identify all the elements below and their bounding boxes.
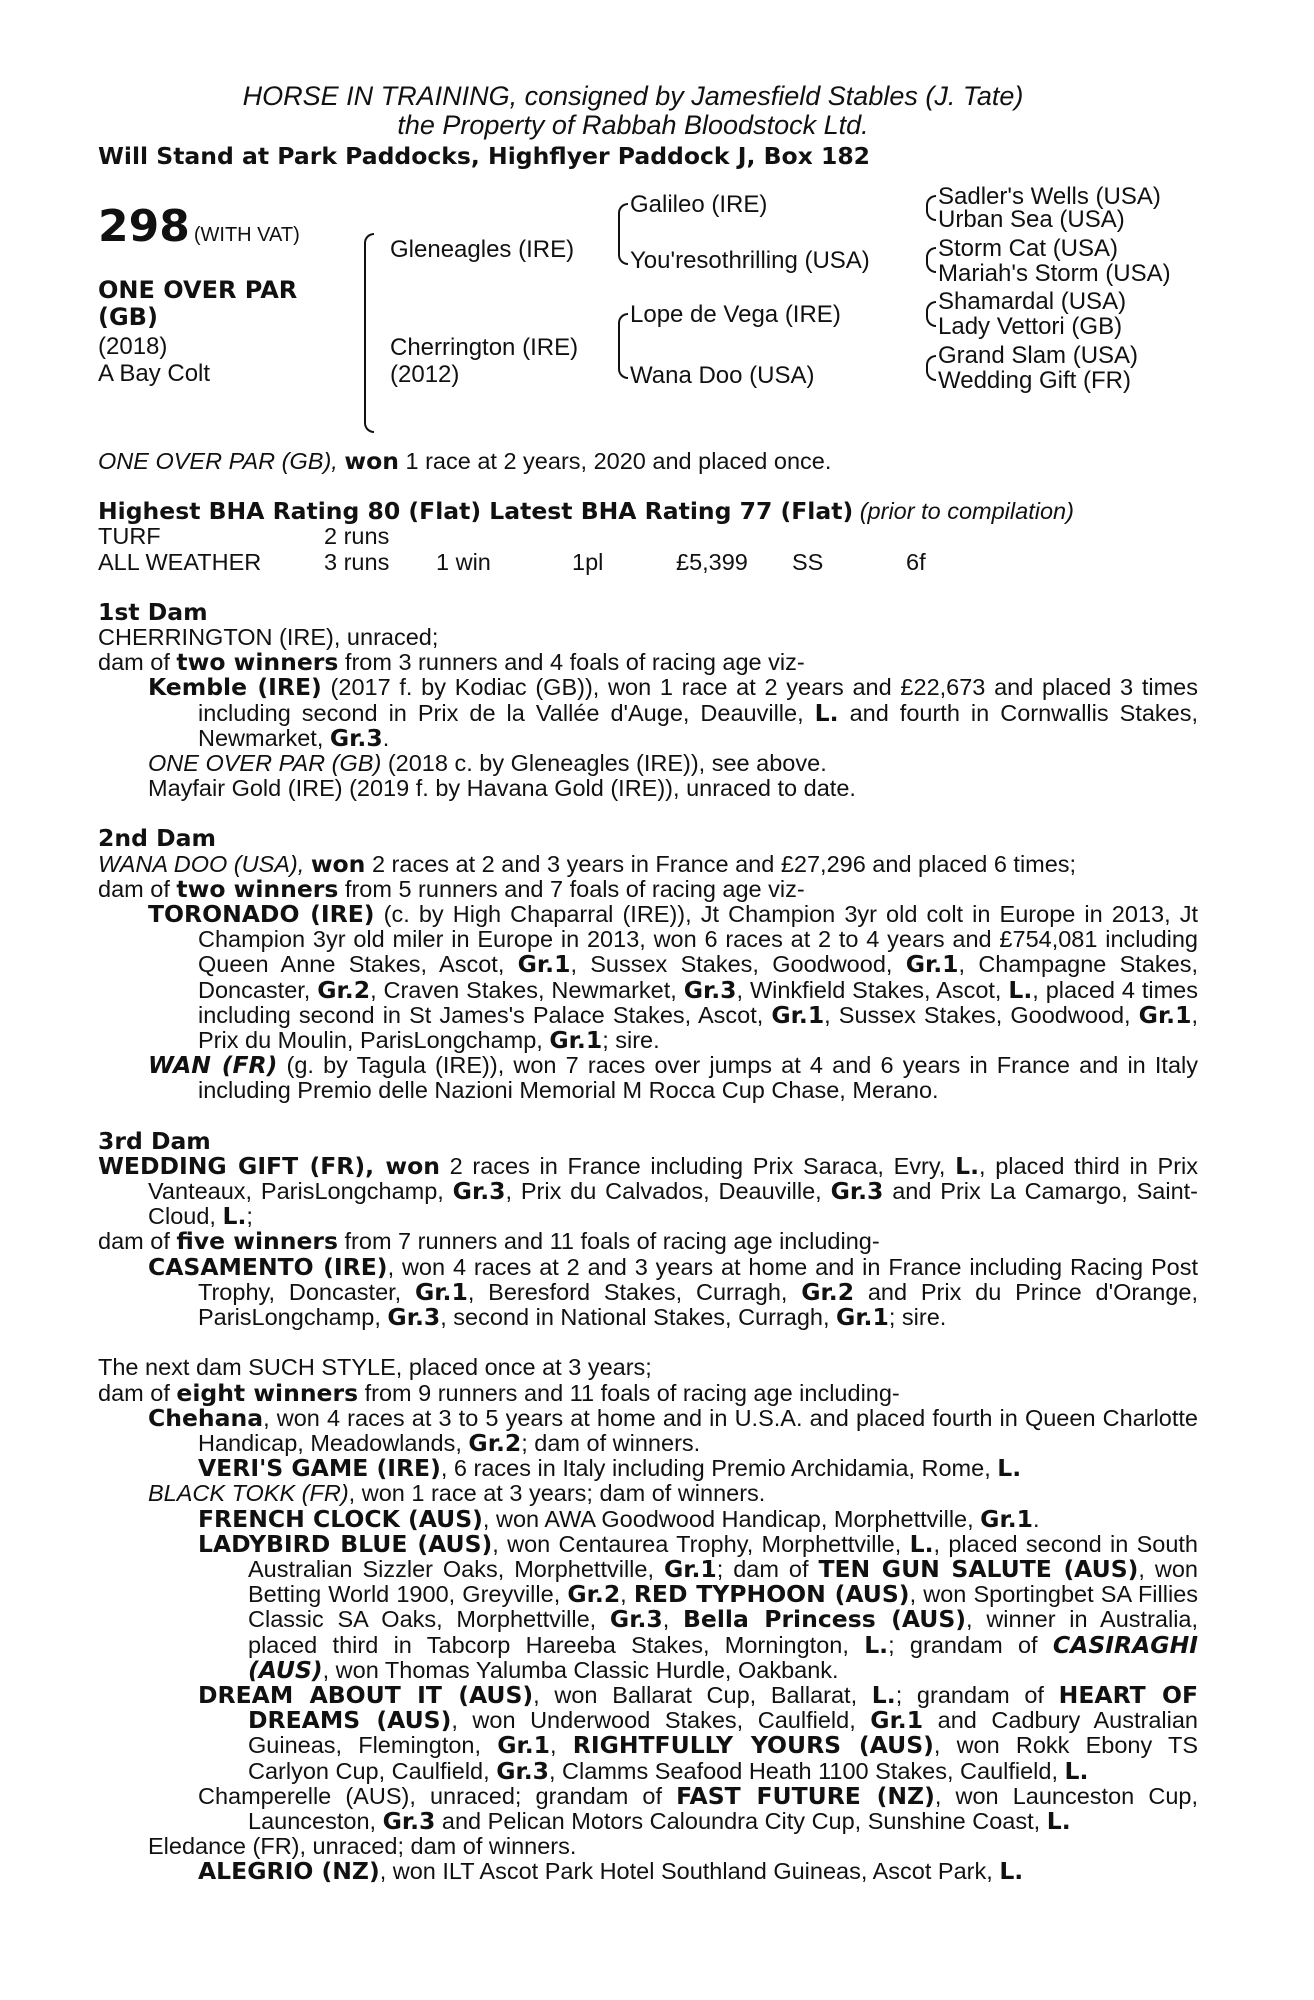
sss: Sadler's Wells (USA) [938, 183, 1161, 210]
bracket-ds [926, 301, 936, 327]
ssd: Urban Sea (USA) [938, 206, 1125, 233]
turf-runs: 2 runs [324, 523, 390, 550]
lot-number-block [98, 201, 300, 252]
produce-alegrio: ALEGRIO (NZ), won ILT Ascot Park Hotel Southland Guineas, Ascot Park, L. [198, 1857, 1024, 1886]
property-line: the Property of Rabbah Bloodstock Ltd. [397, 110, 869, 140]
third-dam-produce-line: dam of five winners from 7 runners and 11 foals of racing age including- [98, 1227, 880, 1256]
bracket-dd [926, 355, 936, 381]
aw-runs: 3 runs [324, 548, 390, 575]
produce-eledance: Eledance (FR), unraced; dam of winners. [148, 1833, 577, 1860]
bha-ratings: Highest BHA Rating 80 (Flat) Latest BHA Rating 77 (Flat) [98, 497, 854, 526]
next-dam-produce-line: dam of eight winners from 9 runners and 11 foals of racing age including- [98, 1378, 900, 1407]
produce-casamento: CASAMENTO (IRE), won 4 races at 2 and 3 years at home and in France including Racing Post Trophy, Doncaster, Gr.1, Beresford Stakes, Curragh, Gr.2 and Prix du Prince d'Orange, ParisLongchamp, Gr.3, second in National Stakes, Curragh, Gr.1; sire. [148, 1252, 1198, 1332]
produce-chehana: Chehana, won 4 races at 3 to 5 years at home and in U.S.A. and placed fourth in Queen Charlotte Handicap, Meadowlands, Gr.2; dam of winners. [148, 1403, 1198, 1457]
aw-distance: 6f [906, 548, 926, 575]
produce-ladybird-blue: LADYBIRD BLUE (AUS), won Centaurea Trophy, Morphettville, L., placed second in South Australian Sizzler Oaks, Morphettville, Gr.1; dam of TEN GUN SALUTE (AUS), won Betting World 1900, Greyville, Gr.2, RED TYPHOON (AUS), won Sportingbet SA Fillies Classic SA Oaks, Morphettville, Gr.3, Bella Princess (AUS), winner in Australia, placed third in Tabcorp Hareeba Stakes, Mornington, L.; grandam of CASIRAGHI (AUS), won Thomas Yalumba Classic Hurdle, Oakbank. [198, 1529, 1199, 1684]
summary-text: 1 race at 2 years, 2020 and placed once. [405, 448, 832, 474]
consignor-header [68, 82, 1198, 140]
stand-location: Will Stand at Park Paddocks, Highflyer Paddock J, Box 182 [98, 142, 871, 170]
third-dam-heading: 3rd Dam [98, 1126, 211, 1155]
ddd: Wedding Gift (FR) [938, 367, 1131, 394]
next-dam-section [98, 1355, 1198, 1884]
bracket-gen1 [364, 233, 374, 433]
first-dam-produce-line: dam of two winners from 3 runners and 4 foals of racing age viz- [98, 648, 805, 677]
turf-record [98, 524, 1198, 549]
second-dam-heading: 2nd Dam [98, 824, 216, 853]
second-dam-section [98, 826, 1198, 1103]
produce-toronado: TORONADO (IRE) (c. by High Chaparral (IRE)), Jt Champion 3yr old colt in Europe in 2013, Jt Champion 3yr old miler in Europe in 2013, won 6 races at 2 to 4 years and £754,081 including Queen Anne Stakes, Ascot, Gr.1, Sussex Stakes, Goodwood, Gr.1, Champagne Stakes, Doncaster, Gr.2, Craven Stakes, Newmarket, Gr.3, Winkfield Stakes, Ascot, L., placed 4 times including second in St James's Palace Stakes, Ascot, Gr.1, Sussex Stakes, Goodwood, Gr.1, Prix du Moulin, ParisLongchamp, Gr.1; sire. [148, 900, 1198, 1055]
vat-note: (WITH VAT) [193, 224, 300, 246]
sire-sire: Galileo (IRE) [630, 191, 768, 218]
aw-code: SS [792, 548, 824, 575]
produce-french-clock: FRENCH CLOCK (AUS), won AWA Goodwood Handicap, Morphettville, Gr.1. [198, 1504, 1040, 1533]
horse-name [98, 277, 328, 331]
first-dam-heading: 1st Dam [98, 597, 208, 626]
produce-dream-about-it: DREAM ABOUT IT (AUS), won Ballarat Cup, Ballarat, L.; grandam of HEART OF DREAMS (AUS), won Underwood Stakes, Caulfield, Gr.1 and Cadbury Australian Guineas, Flemington, Gr.1, RIGHTFULLY YOURS (AUS), won Rokk Ebony TS Carlyon Cup, Caulfield, Gr.3, Clamms Seafood Heath 1100 Stakes, Caulfield, L. [198, 1680, 1199, 1785]
aw-wins: 1 win [436, 548, 491, 575]
produce-veris-game: VERI'S GAME (IRE), 6 races in Italy including Premio Archidamia, Rome, L. [198, 1454, 1022, 1483]
aw-prize: £5,399 [676, 548, 748, 575]
aw-placed: 1pl [572, 548, 604, 575]
summary-won: won [344, 447, 399, 475]
lot-number: 298 [98, 201, 190, 252]
horse-name-line2: (GB) [98, 303, 158, 331]
rating-line [98, 499, 1198, 524]
third-dam-line: WEDDING GIFT (FR), won 2 races in France including Prix Saraca, Evry, L., placed third in Prix Vanteaux, ParisLongchamp, Gr.3, Prix du Calvados, Deauville, Gr.3 and Prix La Camargo, Saint-Cloud, L.; [98, 1151, 1199, 1231]
bracket-dam [618, 313, 628, 379]
produce-wan: WAN (FR) (g. by Tagula (IRE)), won 7 races over jumps at 4 and 6 years in France and in Italy including Premio delle Nazioni Memorial M Rocca Cup Chase, Merano. [148, 1051, 1198, 1104]
bracket-ss [926, 195, 936, 221]
first-dam-line: CHERRINGTON (IRE), unraced; [98, 624, 439, 651]
aw-record [98, 550, 1198, 575]
foaling-year: (2018) [98, 333, 168, 360]
bracket-sd [926, 247, 936, 273]
dds: Grand Slam (USA) [938, 342, 1139, 369]
ratings-block [98, 499, 1198, 575]
consignor-line: HORSE IN TRAINING, consigned by Jamesfield Stables (J. Tate) [242, 81, 1024, 111]
second-dam-produce-line: dam of two winners from 5 runners and 7 foals of racing age viz- [98, 874, 805, 903]
dam-dam: Wana Doo (USA) [630, 362, 815, 389]
turf-label: TURF [98, 523, 161, 550]
race-summary [98, 449, 1198, 474]
dsd: Lady Vettori (GB) [938, 313, 1123, 340]
produce-kemble: Kemble (IRE) (2017 f. by Kodiac (GB)), won 1 race at 2 years and £22,673 and placed 3 times including second in Prix de la Vallée d'Auge, Deauville, L. and fourth in Cornwallis Stakes, Newmarket, Gr.3. [148, 673, 1199, 752]
aw-label: ALL WEATHER [98, 548, 262, 575]
second-dam-line: WANA DOO (USA), won 2 races at 2 and 3 years in France and £27,296 and placed 6 times; [98, 849, 1077, 878]
dam-sire: Lope de Vega (IRE) [630, 301, 841, 328]
summary-horse: ONE OVER PAR (GB), [98, 448, 338, 474]
third-dam-section [98, 1126, 1199, 1332]
catalogue-page [98, 82, 1198, 1885]
dam-year: (2012) [390, 361, 460, 388]
dam: Cherrington (IRE) [390, 334, 579, 361]
horse-name-line1: ONE OVER PAR [98, 276, 298, 304]
pedigree-block [98, 183, 1198, 449]
produce-black-tokk: BLACK TOKK (FR), won 1 race at 3 years; dam of winners. [148, 1480, 766, 1507]
next-dam-line: The next dam SUCH STYLE, placed once at 3 years; [98, 1354, 652, 1381]
sire: Gleneagles (IRE) [390, 236, 575, 263]
produce-one-over-par: ONE OVER PAR (GB) (2018 c. by Gleneagles (IRE)), see above. [148, 750, 827, 777]
sds: Storm Cat (USA) [938, 235, 1119, 262]
sire-dam: You'resothrilling (USA) [630, 247, 870, 274]
produce-mayfair-gold: Mayfair Gold (IRE) (2019 f. by Havana Gold (IRE)), unraced to date. [148, 775, 856, 802]
produce-champerelle: Champerelle (AUS), unraced; grandam of FAST FUTURE (NZ), won Launceston Cup, Launceston, Gr.3 and Pelican Motors Caloundra City Cup, Sunshine Coast, L. [198, 1781, 1198, 1835]
first-dam-section [98, 597, 1199, 802]
horse-description: A Bay Colt [98, 360, 211, 387]
bracket-sire [618, 203, 628, 265]
dss: Shamardal (USA) [938, 288, 1127, 315]
horse-info [98, 333, 210, 387]
sdd: Mariah's Storm (USA) [938, 260, 1171, 287]
ratings-note: (prior to compilation) [859, 498, 1074, 525]
